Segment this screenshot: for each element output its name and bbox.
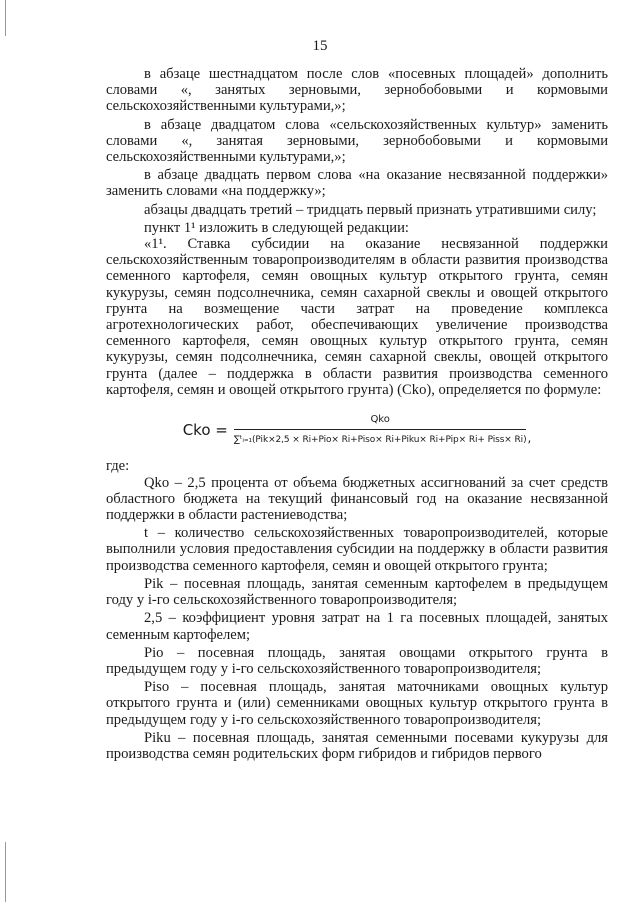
document-body	[106, 66, 608, 762]
formula-denominator: ∑ᵗᵢ₌₁(Pik×2,5 × Ri+Pio× Ri+Piso× Ri+Piku× Ri+Pip× Ri+ Piss× Ri)	[233, 435, 527, 446]
formula-lhs: Cko =	[182, 421, 228, 440]
definition-piso: Piso – посевная площадь, занятая маточниками овощных культур открытого грунта и (или) семенниками овощных культур открытого грунта в предыдущем году у i-го сельскохозяйственного товаропроизводителя;	[106, 679, 608, 728]
definition-pik: Pik – посевная площадь, занятая семенным картофелем в предыдущем году у i-го сельскохозяйственного товаропроизводителя;	[106, 575, 608, 609]
scan-margin-line-bottom	[5, 842, 6, 902]
paragraph-amend-16: в абзаце шестнадцатом после слов «посевных площадей» дополнить словами «, занятых зерновыми, зернобобовыми и кормовыми сельскохозяйственными культурами,»;	[106, 66, 608, 115]
definition-piku: Piku – посевная площадь, занятая семенными посевами кукурузы для производства семян родительских форм гибридов и гибридов первого	[106, 729, 608, 762]
definition-pio: Pio – посевная площадь, занятая овощами открытого грунта в предыдущем году у i-го сельскохозяйственного товаропроизводителя;	[106, 644, 608, 677]
formula-fraction	[234, 412, 527, 448]
definitions-where: где:	[106, 458, 130, 475]
formula-numerator: Qko	[370, 414, 390, 426]
scan-margin-line-top	[5, 0, 6, 36]
formula-tail: ,	[527, 431, 532, 446]
definition-coefficient: 2,5 – коэффициент уровня затрат на 1 га посевных площадей, занятых семенным картофелем;	[106, 610, 608, 643]
paragraph-amend-21: в абзаце двадцать первом слова «на оказание несвязанной поддержки» заменить словами «на поддержку»;	[106, 167, 608, 200]
subsidy-formula	[106, 412, 608, 448]
page-number: 15	[312, 38, 328, 54]
definition-t: t – количество сельскохозяйственных товаропроизводителей, которые выполнили условия предоставления субсидии на поддержку в области развития производства семенного картофеля, семян и овощей открытого грунта;	[106, 525, 608, 574]
paragraph-amend-20: в абзаце двадцатом слова «сельскохозяйственных культур» заменить словами «, занятая зерновыми, зернобобовыми и кормовыми сельскохозяйственными культурами,»;	[106, 116, 608, 166]
paragraph-clause-text: «1¹. Ставка субсидии на оказание несвязанной поддержки сельскохозяйственным товаропроизводителям в области развития производства семенного картофеля, семян овощных культур открытого грунта, семян кукурузы, семян подсолнечника, семян сахарной свеклы и овощей открытого грунта на возмещение части затрат на проведение комплекса агротехнологических работ, обеспечивающих увеличение производства семенного картофеля, семян овощных культур открытого грунта, семян кукурузы, семян подсолнечника, семян сахарной свеклы, овощей открытого грунта (далее – поддержка в области развития производства семенного картофеля, семян и овощей открытого грунта) (Cko), определяется по формуле:	[106, 236, 608, 398]
paragraph-repeal: абзацы двадцать третий – тридцать первый признать утратившими силу;	[144, 201, 597, 218]
paragraph-clause-intro: пункт 1¹ изложить в следующей редакции:	[144, 219, 409, 236]
definition-qko: Qko – 2,5 процента от объема бюджетных ассигнований за счет средств областного бюджета на текущий финансовый год на оказание несвязанной поддержки в области растениеводства;	[106, 474, 608, 524]
